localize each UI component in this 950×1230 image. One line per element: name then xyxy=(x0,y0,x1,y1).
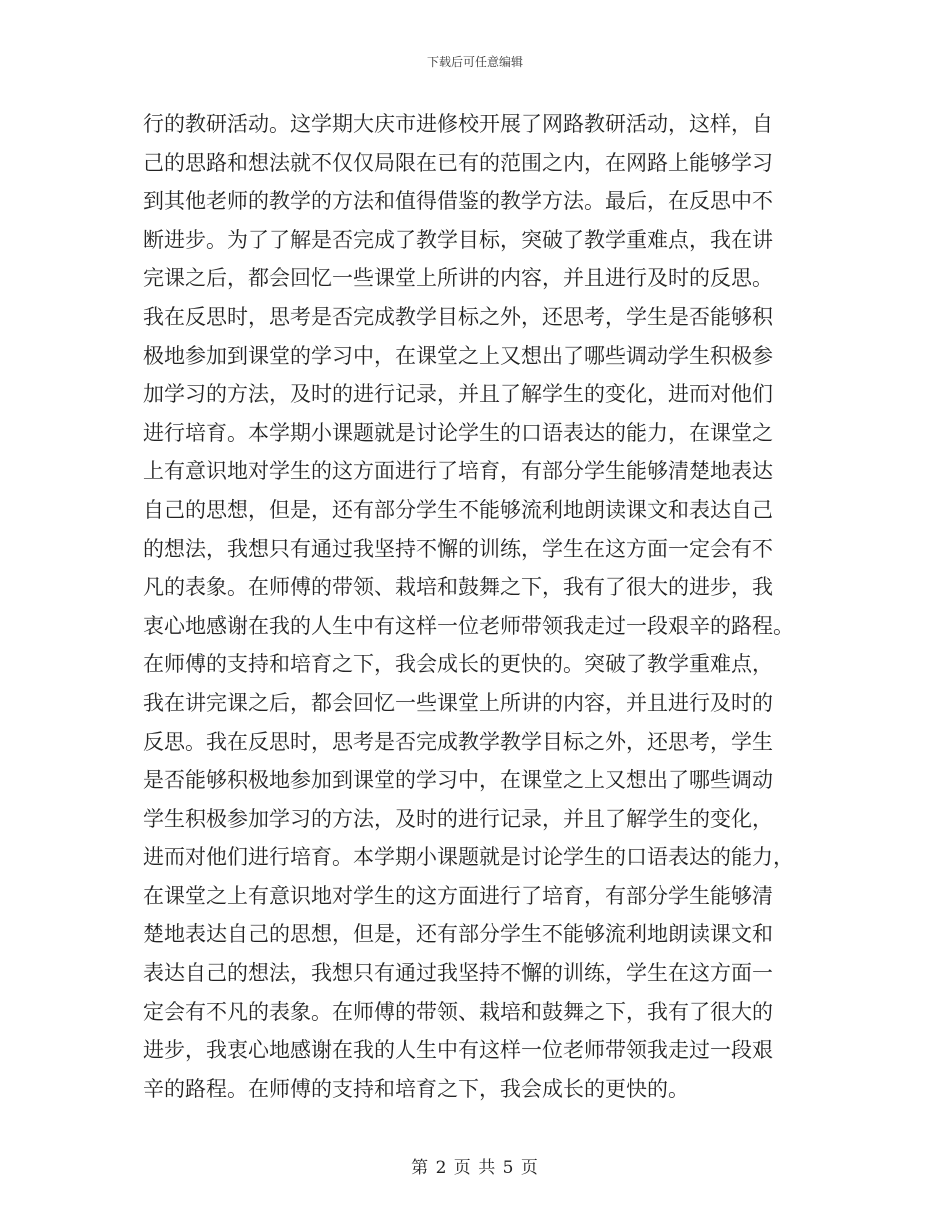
text-line: 进而对他们进行培育。本学期小课题就是讨论学生的口语表达的能力， xyxy=(143,845,794,870)
text-line: 进步，我衷心地感谢在我的人生中有这样一位老师带领我走过一段艰 xyxy=(143,1038,773,1063)
page-footer: 第 2 页 共 5 页 xyxy=(411,1158,539,1178)
text-line: 极地参加到课堂的学习中，在课堂之上又想出了哪些调动学生积极参 xyxy=(143,343,773,368)
text-line: 楚地表达自己的思想，但是，还有部分学生不能够流利地朗读课文和 xyxy=(143,922,773,947)
text-line: 凡的表象。在师傅的带领、栽培和鼓舞之下，我有了很大的进步，我 xyxy=(143,575,773,600)
text-line: 我在反思时，思考是否完成教学目标之外，还思考，学生是否能够积 xyxy=(143,304,773,329)
page-header: 下载后可任意编辑 xyxy=(426,55,523,69)
text-line: 我在讲完课之后，都会回忆一些课堂上所讲的内容，并且进行及时的 xyxy=(143,690,773,715)
text-line: 进行培育。本学期小课题就是讨论学生的口语表达的能力，在课堂之 xyxy=(143,420,773,445)
text-line: 是否能够积极地参加到课堂的学习中，在课堂之上又想出了哪些调动 xyxy=(143,768,773,793)
text-line: 己的思路和想法就不仅仅局限在已有的范围之内，在网路上能够学习 xyxy=(143,150,773,175)
body-text xyxy=(143,105,813,1108)
text-line: 辛的路程。在师傅的支持和培育之下，我会成长的更快的。 xyxy=(143,1076,689,1101)
text-line: 在师傅的支持和培育之下，我会成长的更快的。突破了教学重难点， xyxy=(143,652,773,677)
text-line: 加学习的方法，及时的进行记录，并且了解学生的变化，进而对他们 xyxy=(143,382,773,407)
text-line: 自己的思想，但是，还有部分学生不能够流利地朗读课文和表达自己 xyxy=(143,497,773,522)
text-line: 在课堂之上有意识地对学生的这方面进行了培育，有部分学生能够清 xyxy=(143,883,773,908)
text-line: 定会有不凡的表象。在师傅的带领、栽培和鼓舞之下，我有了很大的 xyxy=(143,999,773,1024)
text-line: 学生积极参加学习的方法，及时的进行记录，并且了解学生的变化， xyxy=(143,806,773,831)
text-line: 表达自己的想法，我想只有通过我坚持不懈的训练，学生在这方面一 xyxy=(143,961,773,986)
text-line: 行的教研活动。这学期大庆市进修校开展了网路教研活动，这样，自 xyxy=(143,112,773,136)
text-line: 反思。我在反思时，思考是否完成教学教学目标之外，还思考，学生 xyxy=(143,729,773,754)
text-line: 的想法，我想只有通过我坚持不懈的训练，学生在这方面一定会有不 xyxy=(143,536,773,561)
text-line: 衷心地感谢在我的人生中有这样一位老师带领我走过一段艰辛的路程。 xyxy=(143,613,794,638)
text-line: 到其他老师的教学的方法和值得借鉴的教学方法。最后，在反思中不 xyxy=(143,189,773,214)
text-line: 上有意识地对学生的这方面进行了培育，有部分学生能够清楚地表达 xyxy=(143,459,773,484)
text-line: 断进步。为了了解是否完成了教学目标，突破了教学重难点，我在讲 xyxy=(143,227,773,252)
text-line: 完课之后，都会回忆一些课堂上所讲的内容，并且进行及时的反思。 xyxy=(143,266,773,291)
